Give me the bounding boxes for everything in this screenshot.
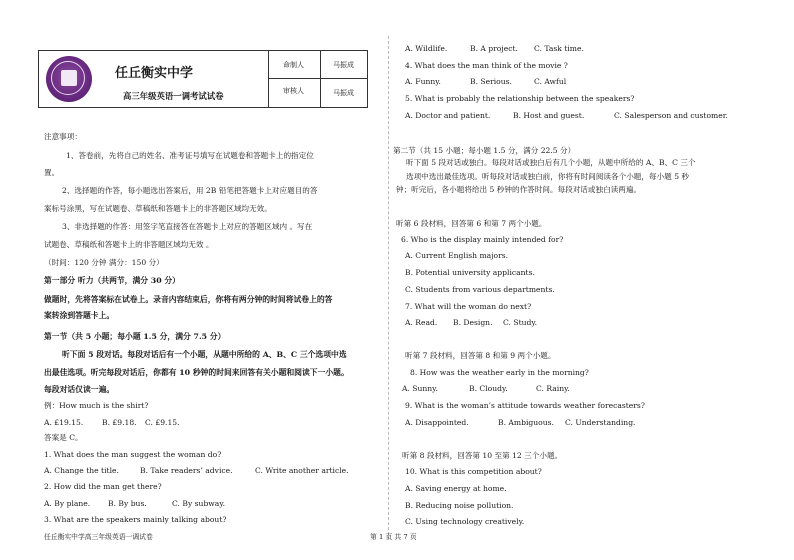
q3-option-c: C. Task time. [534,44,584,53]
note-2b: 案标号涂黑，写在试题卷、草稿纸和答题卡上的非答题区域均无效。 [44,204,272,213]
material-6: 听第 6 段材料，回答第 6 和第 7 两个小题。 [396,219,547,228]
section2-instr-1: 听下面 5 段对话或独白。每段对话或独白后有几个小题，从题中所给的 A、B、C 三个 [406,158,696,167]
q10-option-a: A. Saving energy at home. [405,484,507,493]
question-6: 6. Who is the display mainly intended for? [401,235,564,244]
q1-option-c: C. Write another article. [255,466,349,475]
example-option-a: A. £19.15. [44,418,84,427]
question-7: 7. What will the woman do next? [405,302,532,311]
question-1: 1. What does the man suggest the woman do? [44,450,222,459]
section1-title: 第一节（共 5 小题；每小题 1.5 分，满分 7.5 分） [44,332,226,341]
note-2a: 2、选择题的作答，每小题选出答案后，用 2B 铅笔把答题卡上对应题目的答 [62,186,318,195]
question-2: 2. How did the man get there? [44,482,162,491]
q4-option-c: C. Awful [534,77,567,86]
q8-option-b: B. Cloudy. [469,384,508,393]
notes-title: 注意事项： [44,132,82,141]
question-4: 4. What does the man think of the movie ? [405,61,568,70]
q2-option-c: C. By subway. [172,499,226,508]
reviewer-name: 马振成 [333,89,354,97]
q2-option-b: B. By bus. [108,499,147,508]
school-name: 任丘衡实中学 [115,66,194,81]
exam-header [38,50,368,108]
question-5: 5. What is probably the relationship between the speakers? [405,94,635,103]
section1-instr-3: 每段对话仅读一遍。 [44,385,115,394]
school-logo-icon [46,56,92,102]
question-10: 10. What is this competition about? [405,467,542,476]
column-divider [388,36,389,540]
q8-option-c: C. Rainy. [536,384,570,393]
q8-option-a: A. Sunny. [402,384,438,393]
q9-option-b: B. Ambiguous. [498,418,554,427]
exam-time: （时间：120 分钟 满分：150 分） [44,258,164,267]
material-7: 听第 7 段材料，回答第 8 和第 9 两个小题。 [405,351,556,360]
material-8: 听第 8 段材料，回答第 10 至第 12 三个小题。 [402,451,563,460]
q7-option-c: C. Study. [503,318,538,327]
q1-option-b: B. Take readers’ advice. [140,466,233,475]
reviewer-label: 审核人 [283,87,304,95]
section2-instr-3: 钟；听完后，各小题将给出 5 秒钟的作答时间。每段对话或独白读两遍。 [396,185,642,194]
q5-option-b: B. Host and guest. [513,111,585,120]
example-question: 例：How much is the shirt? [44,401,149,410]
note-3a: 3、非选择题的作答：用签字笔直接答在答题卡上对应的答题区域内 。写在 [62,222,313,231]
q3-option-b: B. A project. [470,44,518,53]
example-option-b: B. £9.18. [102,418,137,427]
q7-option-a: A. Read. [405,318,438,327]
example-option-c: C. £9.15. [145,418,180,427]
q1-option-a: A. Change the title. [44,466,119,475]
q6-option-b: B. Potential university applicants. [405,268,535,277]
q9-option-a: A. Disappointed. [405,418,469,427]
question-3: 3. What are the speakers mainly talking about? [44,515,227,524]
setter-label: 命制人 [283,61,304,69]
exam-title: 高三年级英语一调考试试卷 [123,91,224,101]
q6-option-a: A. Current English majors. [405,251,509,260]
example-answer: 答案是 C。 [44,433,83,442]
note-1a: 1、答卷前，先将自己的姓名、准考证号填写在试题卷和答题卡上的指定位 [66,151,314,160]
q6-option-c: C. Students from various departments. [405,285,555,294]
q10-option-c: C. Using technology creatively. [405,517,525,526]
section2-instr-2: 选项中选出最佳选项。听每段对话或独白前，你将有时间阅读各个小题，每小题 5 秒 [406,172,690,181]
setter-name: 马振成 [333,61,354,69]
note-1b: 置。 [44,168,60,177]
part1-title: 第一部分 听力（共两节，满分 30 分） [44,276,180,285]
page-number: 第 1 页 共 7 页 [370,533,417,541]
q2-option-a: A. By plane. [44,499,91,508]
question-8: 8. How was the weather early in the morning? [410,368,589,377]
q7-option-b: B. Design. [453,318,493,327]
q5-option-c: C. Salesperson and customer. [614,111,728,120]
q5-option-a: A. Doctor and patient. [405,111,491,120]
section1-instr-1: 听下面 5 段对话。每段对话后有一个小题，从题中所给的 A、B、C 三个选项中选 [62,350,347,359]
question-9: 9. What is the woman’s attitude towards weather forecasters? [405,401,645,410]
part1-intro-2: 案转涂到答题卡上。 [44,311,115,320]
q4-option-a: A. Funny. [405,77,441,86]
note-3b: 试题卷、草稿纸和答题卡上的非答题区域均无效 。 [44,240,214,249]
q3-option-a: A. Wildlife. [405,44,448,53]
q4-option-b: B. Serious. [470,77,512,86]
section2-title: 第二节（共 15 小题；每小题 1.5 分，满分 22.5 分） [393,146,576,155]
section1-instr-2: 出最佳选项。听完每段对话后，你都有 10 秒钟的时间来回答有关小题和阅读下一小题。 [44,368,349,377]
q9-option-c: C. Understanding. [565,418,636,427]
footer-title: 任丘衡实中学高三年级英语一调试卷 [44,533,153,541]
q10-option-b: B. Reducing noise pollution. [405,501,514,510]
part1-intro-1: 做题时，先将答案标在试卷上。录音内容结束后，你将有两分钟的时间将试卷上的答 [44,295,333,304]
